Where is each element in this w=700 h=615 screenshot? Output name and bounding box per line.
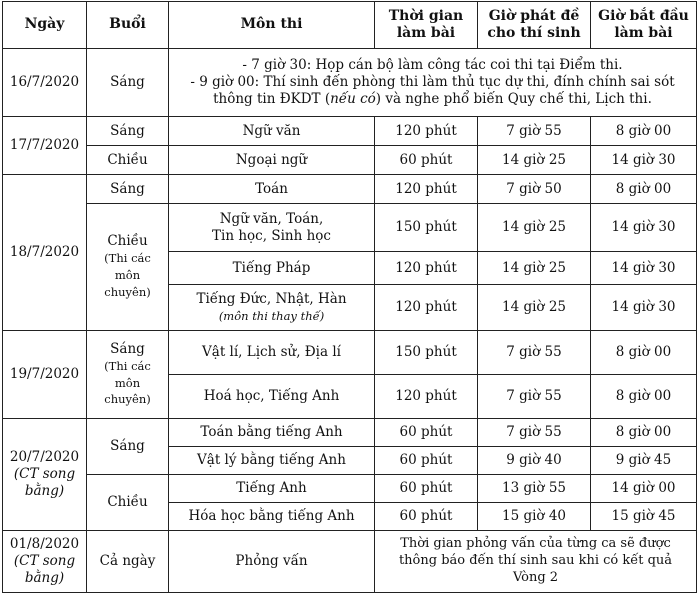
thoi-gian: 120 phút: [375, 375, 478, 419]
date-note-l1: (CT song: [13, 466, 76, 483]
gio-phat: 7 giờ 50: [478, 175, 591, 204]
note-l3: Vòng 2: [512, 569, 559, 585]
buoi-label: Sáng: [110, 340, 145, 357]
gio-phat: 9 giờ 40: [478, 447, 591, 475]
date-18-7: 18/7/2020: [3, 175, 87, 331]
gio-phat: 13 giờ 55: [478, 475, 591, 503]
row-18-7-sang: [3, 175, 697, 204]
header-gio-bat-dau: [591, 2, 697, 49]
gio-bat-dau: 8 giờ 00: [591, 419, 697, 447]
date-label: 20/7/2020: [9, 449, 80, 466]
note-16-7-line2b: nếu có: [330, 90, 376, 107]
date-17-7: 17/7/2020: [3, 117, 87, 175]
date-note-l2: bằng): [24, 569, 65, 586]
thoi-gian: 60 phút: [375, 503, 478, 531]
note-01-8: [375, 531, 697, 593]
mon-thi: Hoá học, Tiếng Anh: [169, 375, 375, 419]
row-20-7-3: [3, 475, 697, 503]
note-16-7-line2c: ) và nghe phổ biến Quy chế thi, Lịch thi.: [375, 90, 652, 107]
date-19-7: 19/7/2020: [3, 331, 87, 419]
row-18-7-chieu-1: [3, 204, 697, 252]
buoi-20-7-chieu: Chiều: [87, 475, 169, 531]
mon-thi: Toán bằng tiếng Anh: [169, 419, 375, 447]
buoi-note-l2: môn: [114, 375, 141, 390]
mon-thi: Vật lý bằng tiếng Anh: [169, 447, 375, 475]
mon-l1: Ngữ văn, Toán,: [219, 210, 324, 227]
gio-bat-dau: 8 giờ 00: [591, 375, 697, 419]
date-label: 01/8/2020: [9, 536, 80, 553]
mon-l2: Tin học, Sinh học: [212, 227, 331, 244]
buoi-note-l1: (Thi các: [104, 251, 151, 266]
gio-phat: 14 giờ 25: [478, 204, 591, 252]
thoi-gian: 150 phút: [375, 331, 478, 375]
thoi-gian: 60 phút: [375, 475, 478, 503]
row-19-7-1: [3, 331, 697, 375]
gio-phat: 15 giờ 40: [478, 503, 591, 531]
buoi-20-7-sang: Sáng: [87, 419, 169, 475]
header-thoi-gian: [375, 2, 478, 49]
mon-thi: Ngữ văn: [169, 117, 375, 146]
gio-bat-dau: 15 giờ 45: [591, 503, 697, 531]
date-16-7: 16/7/2020: [3, 49, 87, 117]
thoi-gian: 120 phút: [375, 252, 478, 285]
thoi-gian: 150 phút: [375, 204, 478, 252]
buoi-note-l1: (Thi các: [104, 358, 151, 373]
thoi-gian: 60 phút: [375, 447, 478, 475]
gio-bat-dau: 8 giờ 00: [591, 117, 697, 146]
row-20-7-1: [3, 419, 697, 447]
buoi: Chiều: [87, 146, 169, 175]
buoi-18-7-chieu: [87, 204, 169, 331]
date-20-7: [3, 419, 87, 531]
header-gio-bat-dau-l1: Giờ bắt đầu: [598, 7, 689, 24]
gio-bat-dau: 8 giờ 00: [591, 331, 697, 375]
row-01-8: [3, 531, 697, 593]
thoi-gian: 120 phút: [375, 175, 478, 204]
gio-phat: 7 giờ 55: [478, 331, 591, 375]
thoi-gian: 120 phút: [375, 285, 478, 331]
exam-schedule-table: [2, 1, 697, 593]
mon-thi: Tiếng Anh: [169, 475, 375, 503]
gio-phat: 7 giờ 55: [478, 117, 591, 146]
gio-bat-dau: 9 giờ 45: [591, 447, 697, 475]
mon-thi: Ngoại ngữ: [169, 146, 375, 175]
gio-bat-dau: 14 giờ 30: [591, 204, 697, 252]
header-thoi-gian-l1: Thời gian: [388, 7, 464, 24]
thoi-gian: 60 phút: [375, 419, 478, 447]
buoi-16-7: Sáng: [87, 49, 169, 117]
gio-bat-dau: 14 giờ 30: [591, 146, 697, 175]
gio-bat-dau: 14 giờ 00: [591, 475, 697, 503]
note-l2: thông báo đến thí sinh sau khi có kết quả: [398, 553, 673, 569]
buoi-19-7: [87, 331, 169, 419]
buoi-note-l3: chuyên): [104, 284, 151, 299]
header-buoi: Buổi: [87, 2, 169, 49]
note-16-7: [169, 49, 697, 117]
header-row: [3, 2, 697, 49]
buoi-label: Chiều: [107, 233, 148, 250]
mon-thi: Phỏng vấn: [169, 531, 375, 593]
mon-note: (môn thi thay thế): [218, 308, 325, 323]
buoi: Sáng: [87, 175, 169, 204]
mon-thi: Vật lí, Lịch sử, Địa lí: [169, 331, 375, 375]
gio-bat-dau: 14 giờ 30: [591, 285, 697, 331]
buoi-01-8: Cả ngày: [87, 531, 169, 593]
mon-thi: [169, 285, 375, 331]
gio-phat: 14 giờ 25: [478, 285, 591, 331]
date-note-l1: (CT song: [13, 553, 76, 570]
row-17-7-chieu: [3, 146, 697, 175]
gio-phat: 14 giờ 25: [478, 146, 591, 175]
gio-phat: 7 giờ 55: [478, 375, 591, 419]
gio-bat-dau: 14 giờ 30: [591, 252, 697, 285]
row-17-7-sang: [3, 117, 697, 146]
header-thoi-gian-l2: làm bài: [396, 25, 456, 41]
mon-thi: Hóa học bằng tiếng Anh: [169, 503, 375, 531]
row-16-7: [3, 49, 697, 117]
buoi-note-l3: chuyên): [104, 392, 151, 407]
thoi-gian: 60 phút: [375, 146, 478, 175]
header-gio-phat-l2: cho thí sinh: [487, 25, 581, 41]
gio-phat: 14 giờ 25: [478, 252, 591, 285]
header-gio-phat: [478, 2, 591, 49]
header-gio-bat-dau-l2: làm bài: [614, 25, 673, 41]
header-ngay: Ngày: [3, 2, 87, 49]
mon-thi: Tiếng Pháp: [169, 252, 375, 285]
header-mon-thi: Môn thi: [169, 2, 375, 49]
note-16-7-line2a: - 9 giờ 00: Thí sinh đến phòng thi làm thủ tục dự thi, đính chính sai sót thông tin ĐKDT (: [190, 74, 675, 107]
thoi-gian: 120 phút: [375, 117, 478, 146]
mon-thi: Toán: [169, 175, 375, 204]
gio-phat: 7 giờ 55: [478, 419, 591, 447]
mon-thi: [169, 204, 375, 252]
gio-bat-dau: 8 giờ 00: [591, 175, 697, 204]
note-16-7-line1: - 7 giờ 30: Họp cán bộ làm công tác coi thi tại Điểm thi.: [242, 57, 623, 74]
date-01-8: [3, 531, 87, 593]
header-gio-phat-l1: Giờ phát đề: [488, 7, 580, 24]
buoi: Sáng: [87, 117, 169, 146]
date-note-l2: bằng): [24, 482, 65, 499]
buoi-note-l2: môn: [114, 268, 141, 282]
mon-l1: Tiếng Đức, Nhật, Hàn: [196, 290, 347, 307]
note-l1: Thời gian phỏng vấn của từng ca sẽ được: [400, 536, 671, 552]
